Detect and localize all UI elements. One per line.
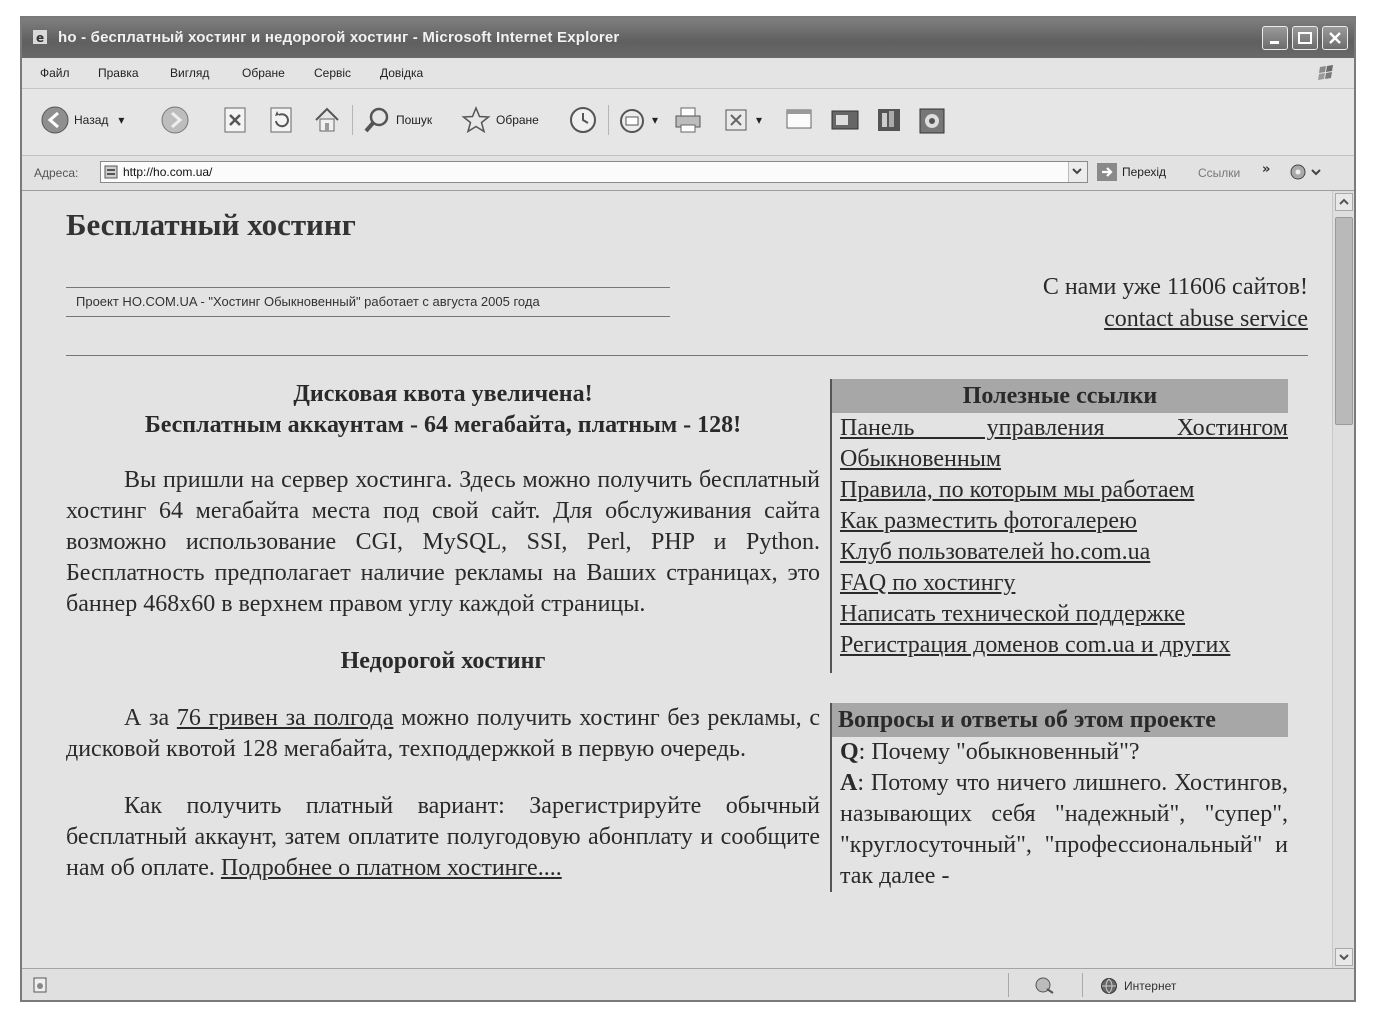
divider <box>66 355 1308 356</box>
edit-page-icon <box>722 105 752 135</box>
status-separator <box>1082 973 1083 997</box>
menu-favorites[interactable]: Обране <box>242 66 285 80</box>
project-note: Проект HO.COM.UA - "Хостинг Обыкновенный" работает с августа 2005 года <box>76 294 540 309</box>
favorites-button[interactable] <box>460 103 539 137</box>
close-icon <box>1327 31 1343 45</box>
link-users-club[interactable]: Клуб пользователей ho.com.ua <box>840 539 1151 565</box>
minimize-icon <box>1267 31 1283 45</box>
history-icon <box>568 105 598 135</box>
home-icon <box>312 105 342 135</box>
history-button[interactable] <box>568 103 598 137</box>
address-dropdown-button[interactable] <box>1068 162 1087 182</box>
messenger-button[interactable] <box>830 103 862 137</box>
faq-q-prefix: Q <box>840 739 859 765</box>
faq-box <box>830 703 1288 892</box>
search-button[interactable] <box>362 103 432 137</box>
address-label: Адреса: <box>34 166 79 180</box>
back-button[interactable] <box>40 103 124 137</box>
mail-dropdown-icon[interactable]: ▾ <box>652 113 659 127</box>
stop-icon <box>222 105 250 135</box>
paid-offer-paragraph <box>66 703 820 765</box>
back-dropdown-icon[interactable]: ▾ <box>118 113 125 127</box>
link-faq[interactable]: FAQ по хостингу <box>840 570 1016 596</box>
link-photo-gallery[interactable]: Как разместить фотогалерею <box>840 508 1137 534</box>
chevron-up-icon <box>1336 194 1352 210</box>
paid-prefix: А за <box>124 705 177 731</box>
page-content <box>22 191 1332 968</box>
faq-question <box>840 737 1288 768</box>
extra-tools-button[interactable] <box>1288 162 1322 186</box>
chevron-down-icon <box>1069 162 1085 180</box>
discuss-button[interactable] <box>784 103 814 137</box>
search-icon <box>362 105 392 135</box>
tools-gear-icon <box>1288 162 1322 182</box>
favorites-star-icon <box>460 105 492 135</box>
edit-dropdown-icon[interactable]: ▾ <box>756 113 763 127</box>
menu-help[interactable]: Довідка <box>380 66 424 80</box>
sidebar <box>830 379 1288 892</box>
print-button[interactable] <box>672 103 704 137</box>
internet-globe-icon <box>1100 977 1118 995</box>
address-bar <box>22 156 1354 191</box>
page-done-icon <box>32 977 48 993</box>
project-note-box <box>66 287 670 317</box>
go-button[interactable] <box>1096 162 1166 182</box>
useful-links-box <box>830 379 1288 673</box>
scrollbar-thumb[interactable] <box>1335 217 1353 425</box>
cheap-hosting-heading: Недорогой хостинг <box>340 648 546 674</box>
discuss-icon <box>784 105 814 135</box>
browser-window <box>20 16 1356 1002</box>
main-column <box>66 379 820 884</box>
menu-view[interactable]: Вигляд <box>170 66 210 80</box>
toolbar-separator <box>608 105 609 135</box>
back-label: Назад <box>74 113 109 127</box>
ie-logo-icon <box>32 29 48 45</box>
refresh-button[interactable] <box>268 103 296 137</box>
mail-button[interactable] <box>618 103 658 137</box>
faq-a-text: : Потому что ничего лишнего. Хостингов, называющих себя "надежный", "супер", "круглосуточный", "профессиональный" и так далее - <box>840 770 1288 889</box>
svg-text:e: e <box>36 31 45 45</box>
address-url: http://ho.com.ua/ <box>123 165 213 179</box>
security-zone <box>1100 977 1176 995</box>
link-control-panel[interactable]: Панель управления Хостингом Обыкновенным <box>840 415 1288 472</box>
faq-q-text: : Почему "обыкновенный"? <box>858 739 1140 765</box>
forward-button[interactable] <box>160 103 190 137</box>
scroll-up-button[interactable] <box>1335 193 1353 211</box>
faq-answer <box>840 768 1288 892</box>
plugin-icon <box>916 105 948 135</box>
window-title: ho - бесплатный хостинг и недорогой хостинг - Microsoft Internet Explorer <box>58 29 620 46</box>
research-icon <box>874 105 904 135</box>
home-button[interactable] <box>312 103 342 137</box>
maximize-button[interactable] <box>1292 26 1318 50</box>
search-label: Пошук <box>396 113 433 127</box>
sites-count: С нами уже 11606 сайтов! <box>1042 274 1308 300</box>
links-toolbar-label[interactable]: Ссылки <box>1198 166 1241 180</box>
print-icon <box>672 105 704 135</box>
toolbar-separator <box>352 105 353 135</box>
go-label: Перехід <box>1122 165 1167 179</box>
back-arrow-icon <box>40 105 70 135</box>
chevron-down-icon <box>1336 949 1352 965</box>
close-button[interactable] <box>1322 26 1348 50</box>
menu-bar <box>22 58 1354 89</box>
paid-suffix: можно получить хостинг без рекламы, с дисковой квотой 128 мегабайта, техподдержкой в первую очередь. <box>66 705 820 762</box>
research-button[interactable] <box>874 103 904 137</box>
intro-paragraph: Вы пришли на сервер хостинга. Здесь можно получить бесплатный хостинг 64 мегабайта места под свой сайт. Для обслуживания сайта возможно использование CGI, MySQL, SSI, Perl, PHP и Python. Бесплатность предполагает наличие рекламы на Ваших страницах, это баннер 468x60 в верхнем правом углу каждой страницы. <box>66 467 820 617</box>
useful-links-heading: Полезные ссылки <box>832 379 1288 413</box>
abuse-link[interactable]: contact abuse service <box>1104 306 1308 332</box>
page-title: Бесплатный хостинг <box>66 207 356 242</box>
faq-heading: Вопросы и ответы об этом проекте <box>832 703 1288 737</box>
scroll-down-button[interactable] <box>1335 948 1353 966</box>
refresh-icon <box>268 105 296 135</box>
maximize-icon <box>1297 31 1313 45</box>
address-input[interactable] <box>100 161 1088 183</box>
mail-icon <box>618 105 648 135</box>
price-link[interactable]: 76 гривен за полгода <box>176 705 394 731</box>
windows-logo-icon <box>1306 62 1346 86</box>
forward-arrow-icon <box>160 105 190 135</box>
messenger-icon <box>830 105 862 135</box>
more-links-icon[interactable]: » <box>1262 162 1271 177</box>
menu-tools[interactable]: Сервіс <box>314 66 352 80</box>
title-bar <box>22 18 1354 58</box>
howto-text: Как получить платный вариант: Зарегистрируйте обычный бесплатный аккаунт, затем оплатите полугодовую абонплату и сообщите нам об оплате. <box>66 793 820 881</box>
link-support[interactable]: Написать технической поддержке <box>840 601 1186 627</box>
lock-security-icon <box>1034 975 1056 995</box>
page-favicon-icon <box>104 165 118 179</box>
quota-heading-1: Дисковая квота увеличена! <box>293 381 593 407</box>
vertical-scrollbar[interactable] <box>1332 191 1355 968</box>
favorites-label: Обране <box>496 113 539 127</box>
link-rules[interactable]: Правила, по которым мы работаем <box>840 477 1195 503</box>
status-separator <box>1008 973 1009 997</box>
link-domain-registration[interactable]: Регистрация доменов com.ua и других <box>840 632 1231 658</box>
howto-paragraph <box>66 791 820 884</box>
edit-button[interactable] <box>722 103 762 137</box>
sites-counter-block <box>1043 271 1308 335</box>
menu-file[interactable]: Файл <box>40 66 70 80</box>
quota-heading-2: Бесплатным аккаунтам - 64 мегабайта, платным - 128! <box>144 412 742 438</box>
faq-a-prefix: A <box>840 770 858 796</box>
toolbar <box>22 89 1354 156</box>
paid-hosting-details-link[interactable]: Подробнее о платном хостинге.... <box>220 855 562 881</box>
menu-edit[interactable]: Правка <box>98 66 139 80</box>
go-arrow-icon <box>1096 162 1118 182</box>
zone-label: Интернет <box>1124 979 1177 993</box>
plugin-button[interactable] <box>916 103 948 137</box>
status-bar <box>22 968 1354 1001</box>
stop-button[interactable] <box>222 103 250 137</box>
minimize-button[interactable] <box>1262 26 1288 50</box>
